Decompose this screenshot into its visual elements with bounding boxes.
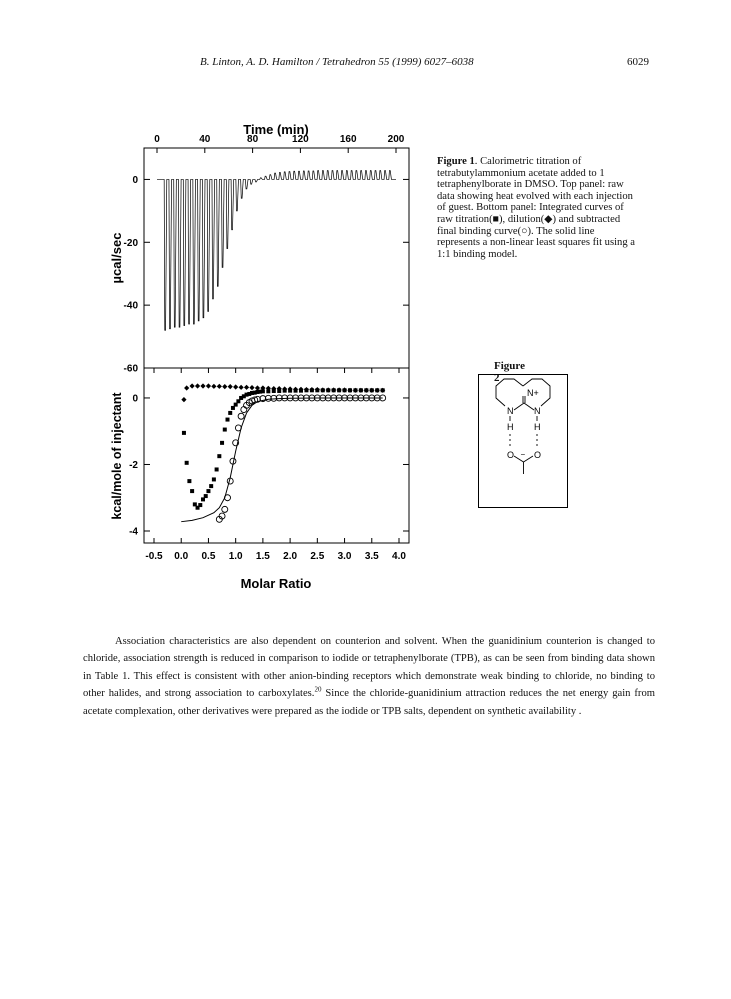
titration-square-point [212,477,216,481]
dilution-diamond-point [195,383,200,388]
dilution-diamond-point [190,383,195,388]
left-ring-bond [496,379,523,406]
injection-trace [157,171,396,331]
dilution-diamond-point [249,385,254,390]
o-charge-label: − [520,450,526,459]
bottom-y-tick-label: 0 [132,393,138,405]
c-n-left-bond [514,403,524,410]
titration-square-point [185,461,189,465]
dilution-diamond-point [181,397,186,402]
titration-square-point [220,441,224,445]
dilution-diamond-point [233,384,238,389]
dilution-diamond-point [217,384,222,389]
n-plus-label: N+ [527,388,539,398]
titration-square-point [215,467,219,471]
titration-square-point [187,479,191,483]
itc-figure [104,118,424,598]
top-x-tick-label: 80 [247,134,259,145]
bottom-x-tick-label: 3.0 [337,551,352,562]
bottom-x-tick-label: 4.0 [392,551,406,562]
dilution-diamond-point [222,384,227,389]
guanidinium-acetate-structure [478,374,568,508]
bottom-x-tick-label: 3.5 [364,551,379,562]
top-panel-raw-heat [109,122,409,375]
raw-heat-trace [157,171,396,331]
bottom-y-tick-label: -2 [129,459,138,471]
fit-curve [181,398,382,522]
top-y-tick-label: -60 [123,363,138,375]
bottom-x-tick-label: 2.0 [283,551,298,562]
dilution-diamond-point [239,385,244,390]
bottom-y-tick-label: -4 [129,526,138,538]
o-right-label: O [534,450,542,460]
molar-ratio-axis-title: Molar Ratio [240,576,312,591]
figure-1-caption [437,156,637,260]
titration-square-point [217,454,221,458]
dilution-diamond-point [228,384,233,389]
kcal-axis-title: kcal/mole of injectant [110,392,124,520]
bottom-x-tick-label: 0.0 [174,551,189,562]
bottom-panel-frame [144,368,409,543]
titration-square-point [206,489,210,493]
bottom-x-tick-label: 0.5 [201,551,216,562]
page-number: 6029 [627,56,649,68]
top-x-tick-label: 40 [199,134,211,145]
titration-square-point [226,418,230,422]
figure-1-label: Figure 1 [437,156,475,167]
page-header [0,56,731,74]
o-left-label: O [507,450,515,460]
titration-square-point [228,411,232,415]
dilution-diamond-point [211,384,216,389]
figure-2-title: Figure 2 [494,360,525,384]
n-right-label: N [534,406,541,416]
top-x-tick-label: 0 [154,134,160,145]
dilution-diamond-point [206,383,211,388]
dilution-diamond-point [184,385,189,390]
bottom-x-tick-label: 2.5 [310,551,325,562]
top-y-tick-label: 0 [132,174,138,186]
titration-square-point [223,428,227,432]
bottom-y-ticks [129,393,409,537]
n-left-label: N [507,406,514,416]
paragraph-1-text: Association characteristics are also dependent on counterion and solvent. When the guanidinium counterion is changed to chloride, association strength is reduced in comparison to iodide or tetraphenylborate (TPB), as can be seen from binding data shown in Table 1. This effect is consistent with other anion-binding receptors which demonstrate weak binding to chloride, no binding to other halides, and strong association to carboxylates. [83,636,655,700]
top-y-tick-label: -40 [123,300,138,312]
reference-20: 20 [314,685,322,694]
titration-square-point [198,503,202,507]
bottom-panel-binding [110,368,409,591]
bottom-x-tick-label: 1.0 [228,551,243,562]
top-x-tick-label: 120 [292,134,309,145]
binding-circle-point [222,506,228,512]
h-left-label: H [507,422,514,432]
h-right-label: H [534,422,541,432]
paragraph-1-continued: Since the chloride-guanidinium attraction reduces the net energy gain from acetate complexation, other derivatives were prepared as the iodide or TPB salts, dependent on synthetic availability . [83,688,655,717]
binding-circle-point [238,413,244,419]
body-paragraph [83,633,655,720]
bottom-x-tick-label: -0.5 [145,551,163,562]
running-title: B. Linton, A. D. Hamilton / Tetrahedron 55 (1999) 6027–6038 [200,56,474,68]
figure-2-frame [479,375,568,508]
titration-square-point [204,494,208,498]
titration-square-point [190,489,194,493]
binding-data-points [181,383,385,522]
dilution-diamond-point [244,385,249,390]
top-y-tick-label: -20 [123,237,138,249]
binding-circle-point [241,407,247,413]
ucal-axis-title: µcal/sec [109,232,124,284]
dilution-diamond-point [200,383,205,388]
titration-square-point [209,484,213,488]
titration-square-point [182,431,186,435]
top-x-tick-label: 200 [387,134,405,145]
top-x-tick-label: 160 [339,134,357,145]
c-n-right-bond [524,403,534,410]
bottom-x-tick-label: 1.5 [255,551,270,562]
time-axis-title: Time (min) [243,122,309,137]
figure-1-caption-text: . Calorimetric titration of tetrabutylammonium acetate added to 1 tetraphenylborate in DMSO. Top panel: raw data showing heat evolved with each injection of guest. Bottom panel: Integrated curves of raw titration(■), dilution(◆) and subtracted final binding curve(○). The solid line represents a non-linear least squares fit using a 1:1 binding model. [437,156,635,260]
